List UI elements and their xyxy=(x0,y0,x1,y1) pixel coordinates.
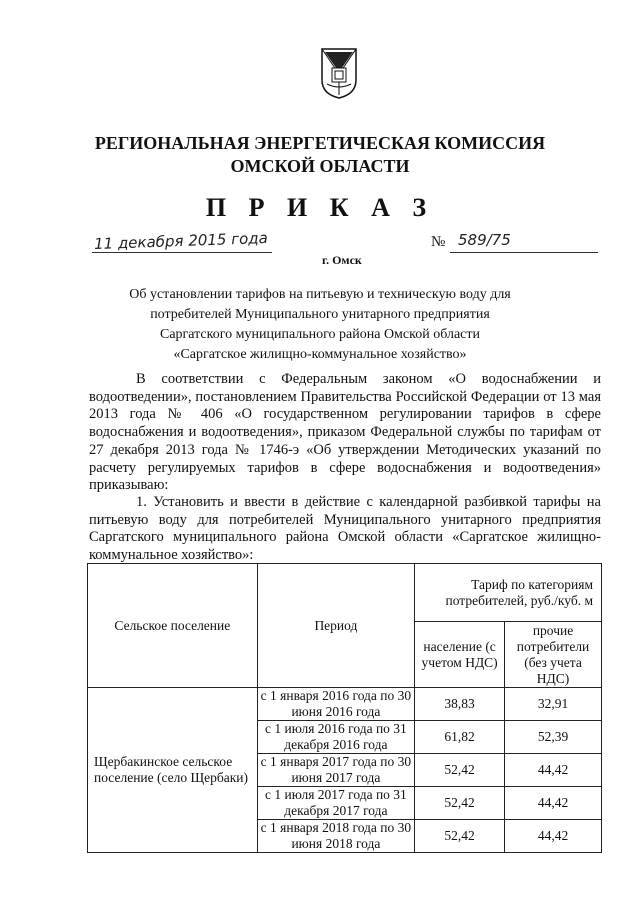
population-tariff-cell: 52,42 xyxy=(415,787,505,820)
header-settlement: Сельское поселение xyxy=(88,564,258,688)
other-tariff-cell: 32,91 xyxy=(505,688,602,721)
header-other-consumers: прочие потребители (без учета НДС) xyxy=(505,622,602,688)
period-cell: с 1 июля 2017 года по 31 декабря 2017 года xyxy=(257,787,415,820)
other-tariff-cell: 44,42 xyxy=(505,754,602,787)
header-tariff: Тариф по категориям потребителей, руб./куб. м xyxy=(415,564,602,622)
population-tariff-cell: 38,83 xyxy=(415,688,505,721)
number-underline xyxy=(450,252,598,253)
period-cell: с 1 января 2016 года по 30 июня 2016 года xyxy=(257,688,415,721)
subject-line: потребителей Муниципального унитарного предприятия xyxy=(150,307,490,322)
date-underline xyxy=(92,252,272,253)
order-subject xyxy=(100,285,540,365)
commission-title: РЕГИОНАЛЬНАЯ ЭНЕРГЕТИЧЕСКАЯ КОМИССИЯ xyxy=(94,133,546,153)
settlement-name: Щербакинское сельское поселение (село Щербаки) xyxy=(88,688,258,853)
omsk-coat-of-arms-icon xyxy=(319,46,359,100)
population-tariff-cell: 52,42 xyxy=(415,820,505,853)
other-tariff-cell: 44,42 xyxy=(505,820,602,853)
table-row xyxy=(88,688,602,721)
commission-region: ОМСКОЙ ОБЛАСТИ xyxy=(230,156,410,176)
other-tariff-cell: 52,39 xyxy=(505,721,602,754)
population-tariff-cell: 52,42 xyxy=(415,754,505,787)
preamble-paragraph: В соответствии с Федеральным законом «О водоснабжении и водоотведении», постановлением Правительства Российской Федерации от 13 мая 2013 года № 406 «О государственном регулировании тарифов в сфере водоснабжения и водоотведения», приказом Федеральной службы по тарифам от 27 декабря 2013 года № 1746-э «Об утверждении Методических указаний по расчету регулируемых тарифов в сфере водоснабжения и водоотведения» приказываю: xyxy=(89,371,601,494)
handwritten-number: 589/75 xyxy=(458,231,511,249)
subject-line: Саргатского муниципального района Омской области xyxy=(159,327,481,342)
city: г. Омск xyxy=(322,253,362,267)
period-cell: с 1 января 2017 года по 30 июня 2017 года xyxy=(257,754,415,787)
period-cell: с 1 июля 2016 года по 31 декабря 2016 года xyxy=(257,721,415,754)
handwritten-date: 11 декабря 2015 года xyxy=(93,228,269,254)
subject-line: «Саргатское жилищно-коммунальное хозяйство» xyxy=(173,347,467,362)
other-tariff-cell: 44,42 xyxy=(505,787,602,820)
header-period: Период xyxy=(257,564,415,688)
number-label: № xyxy=(431,234,446,250)
subject-line: Об установлении тарифов на питьевую и техническую воду для xyxy=(129,287,511,302)
population-tariff-cell: 61,82 xyxy=(415,721,505,754)
tariff-table xyxy=(87,563,602,853)
clause-1-paragraph: 1. Установить и ввести в действие с календарной разбивкой тарифы на питьевую воду для потребителей Муниципального унитарного предприятия Саргатского муниципального района Омской области «Саргатское жилищно-коммунальное хозяйство»: xyxy=(89,494,601,564)
period-cell: с 1 января 2018 года по 30 июня 2018 года xyxy=(257,820,415,853)
header-population: население (с учетом НДС) xyxy=(415,622,505,688)
document-type: П Р И К А З xyxy=(205,193,435,222)
